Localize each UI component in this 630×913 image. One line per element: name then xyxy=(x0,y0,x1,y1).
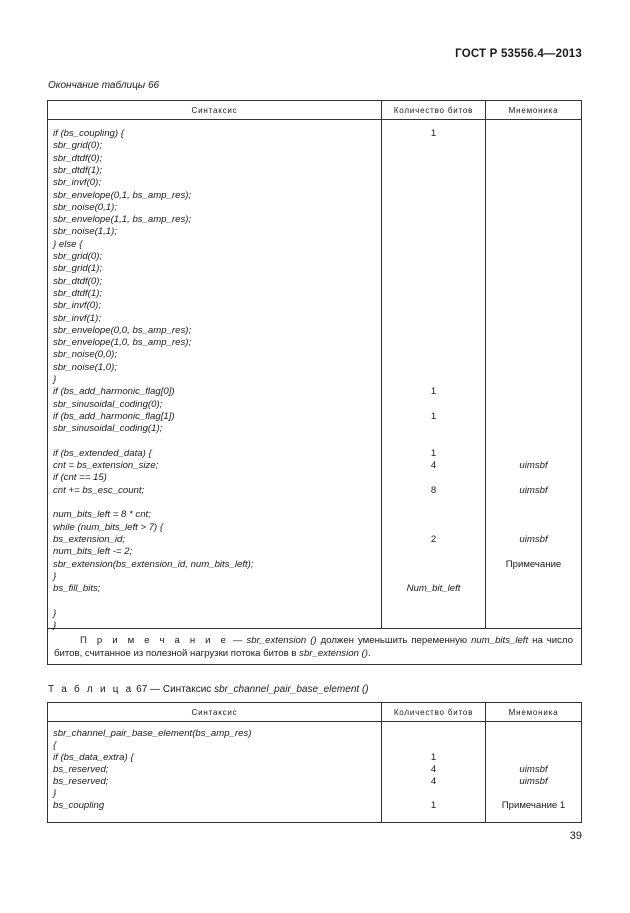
table66-mnemonic-column xyxy=(486,120,581,628)
t66-syntax-line: sbr_noise(1,1); xyxy=(53,226,117,238)
table66-header xyxy=(48,101,581,120)
note-end: . xyxy=(367,648,371,659)
t67-mnemonic-value: uimsbf xyxy=(519,776,548,787)
t66-syntax-line: if (bs_coupling) { xyxy=(53,128,124,139)
t66-bits-value: 2 xyxy=(430,533,437,545)
t66-syntax-line: cnt = bs_extension_size; xyxy=(53,460,159,472)
t67-syntax-line: bs_coupling xyxy=(53,800,105,811)
table67 xyxy=(47,702,582,823)
t66-syntax-line: sbr_dtdf(0); xyxy=(53,275,103,287)
t66-syntax-line: sbr_extension(bs_extension_id, num_bits_left); xyxy=(53,558,254,570)
t66-syntax-line: num_bits_left = 8 * cnt; xyxy=(53,509,151,521)
t66-mnemonic-value: uimsbf xyxy=(519,533,548,545)
table67-col-bits: Количество битов xyxy=(382,703,486,721)
t66-syntax-line: sbr_noise(1,0); xyxy=(53,361,117,373)
table66-caption xyxy=(48,80,159,91)
t66-syntax-line: sbr_grid(0); xyxy=(53,251,103,262)
t67-syntax-line: bs_reserved; xyxy=(53,764,109,775)
t66-syntax-line: if (bs_extended_data) { xyxy=(53,447,152,459)
table66-col-mnemonic: Мнемоника xyxy=(508,105,559,115)
note-var1: num_bits_left xyxy=(471,635,529,646)
t66-syntax-line: } xyxy=(53,570,57,582)
t67-mnemonic-value: Примечание 1 xyxy=(501,800,566,811)
table66-col-bits: Количество битов xyxy=(382,101,486,119)
table67-caption-func: sbr_channel_pair_base_element () xyxy=(214,684,369,695)
t66-syntax-line: cnt += bs_esc_count; xyxy=(53,484,145,496)
t66-syntax-line: bs_extension_id; xyxy=(53,533,126,545)
t66-bits-value: 1 xyxy=(430,128,437,139)
t66-syntax-line: num_bits_left -= 2; xyxy=(53,546,133,558)
t66-syntax-line: } xyxy=(53,620,57,631)
table67-header xyxy=(48,703,581,722)
t66-syntax-line: while (num_bits_left > 7) { xyxy=(53,521,164,533)
t66-syntax-line: if (bs_add_harmonic_flag[0]) xyxy=(53,386,175,398)
t66-syntax-line: sbr_noise(0,1); xyxy=(53,201,117,213)
t66-bits-value: 1 xyxy=(430,410,437,422)
t66-syntax-line: sbr_grid(0); xyxy=(53,140,103,152)
note-func2: sbr_extension () xyxy=(299,648,368,659)
t66-syntax-line: sbr_invf(0); xyxy=(53,177,101,189)
t66-syntax-line: sbr_dtdf(1); xyxy=(53,164,103,176)
t66-bits-value: 1 xyxy=(430,386,437,398)
note-text2: на число битов, считанное из полезной нагрузки потока битов в xyxy=(54,635,573,659)
t66-syntax-line xyxy=(48,436,381,448)
t66-bits-value: 1 xyxy=(430,447,437,459)
t66-syntax-line: if (cnt == 15) xyxy=(53,472,107,484)
t66-syntax-line: sbr_noise(0,0); xyxy=(53,349,117,361)
note-dash: — xyxy=(228,635,247,646)
table66-caption-text: Окончание таблицы 66 xyxy=(48,80,160,91)
note-text1: должен уменьшить переменную xyxy=(316,635,472,646)
table67-syntax-column xyxy=(48,722,382,822)
t67-bits-value: 1 xyxy=(430,800,437,811)
page-number: 39 xyxy=(569,830,582,842)
t66-syntax-line xyxy=(48,595,381,607)
t66-mnemonic-value: uimsbf xyxy=(519,484,548,496)
t66-bits-value: 8 xyxy=(430,484,437,496)
t67-syntax-line: sbr_channel_pair_base_element(bs_amp_res) xyxy=(53,728,252,739)
t66-syntax-line: bs_fill_bits; xyxy=(53,583,101,595)
table67-body xyxy=(48,722,581,822)
t66-syntax-line: } xyxy=(53,374,57,385)
table66-bits-column xyxy=(382,120,486,628)
t66-syntax-line: sbr_envelope(1,1, bs_amp_res); xyxy=(53,214,192,226)
t66-syntax-line: sbr_sinusoidal_coding(0); xyxy=(53,398,163,410)
table67-col-mnemonic: Мнемоника xyxy=(508,707,559,717)
note-func1: sbr_extension () xyxy=(246,635,317,646)
table67-mnemonic-column xyxy=(486,722,581,822)
table66-note xyxy=(48,628,581,664)
t66-syntax-line: sbr_invf(1); xyxy=(53,312,101,324)
t67-bits-value: 4 xyxy=(430,776,437,787)
t66-syntax-line: } else { xyxy=(53,238,83,250)
t66-syntax-line xyxy=(48,497,381,509)
t67-syntax-line: if (bs_data_extra) { xyxy=(53,752,134,763)
table66-col-syntax: Синтаксис xyxy=(48,101,382,119)
table67-caption-number: 67 — Синтаксис xyxy=(136,684,215,695)
t66-syntax-line: sbr_envelope(0,1, bs_amp_res); xyxy=(53,189,192,201)
t67-bits-value: 1 xyxy=(430,752,437,763)
t66-bits-value: Num_bit_left xyxy=(406,583,461,595)
t66-syntax-line: if (bs_add_harmonic_flag[1]) xyxy=(53,410,175,422)
t66-syntax-line: sbr_envelope(0,0, bs_amp_res); xyxy=(53,324,192,336)
t66-mnemonic-value: Примечание xyxy=(505,558,562,570)
table67-caption xyxy=(48,684,369,695)
table67-bits-column xyxy=(382,722,486,822)
table66-syntax-column xyxy=(48,120,382,631)
table66-body xyxy=(48,120,581,631)
t67-mnemonic-value: uimsbf xyxy=(519,764,548,775)
t66-mnemonic-value: uimsbf xyxy=(519,460,548,472)
t66-syntax-line: sbr_envelope(1,0, bs_amp_res); xyxy=(53,337,192,349)
t67-syntax-line: bs_reserved; xyxy=(53,776,109,787)
standard-number: ГОСТ Р 53556.4—2013 xyxy=(455,48,582,60)
t67-bits-value: 4 xyxy=(430,764,437,775)
t66-syntax-line: sbr_sinusoidal_coding(1); xyxy=(53,423,163,435)
note-label: П р и м е ч а н и е xyxy=(80,635,229,646)
table67-col-syntax: Синтаксис xyxy=(48,703,382,721)
t66-syntax-line: } xyxy=(53,607,57,619)
table67-caption-prefix: Т а б л и ц а xyxy=(48,684,134,695)
table66 xyxy=(47,100,582,665)
t67-syntax-line: { xyxy=(53,740,57,751)
t66-syntax-line: sbr_invf(0); xyxy=(53,300,101,312)
t66-syntax-line: sbr_dtdf(0); xyxy=(53,152,103,164)
t66-syntax-line: sbr_dtdf(1); xyxy=(53,287,103,299)
t66-bits-value: 4 xyxy=(430,460,437,472)
t67-syntax-line: } xyxy=(53,788,57,799)
t66-syntax-line: sbr_grid(1); xyxy=(53,263,103,275)
